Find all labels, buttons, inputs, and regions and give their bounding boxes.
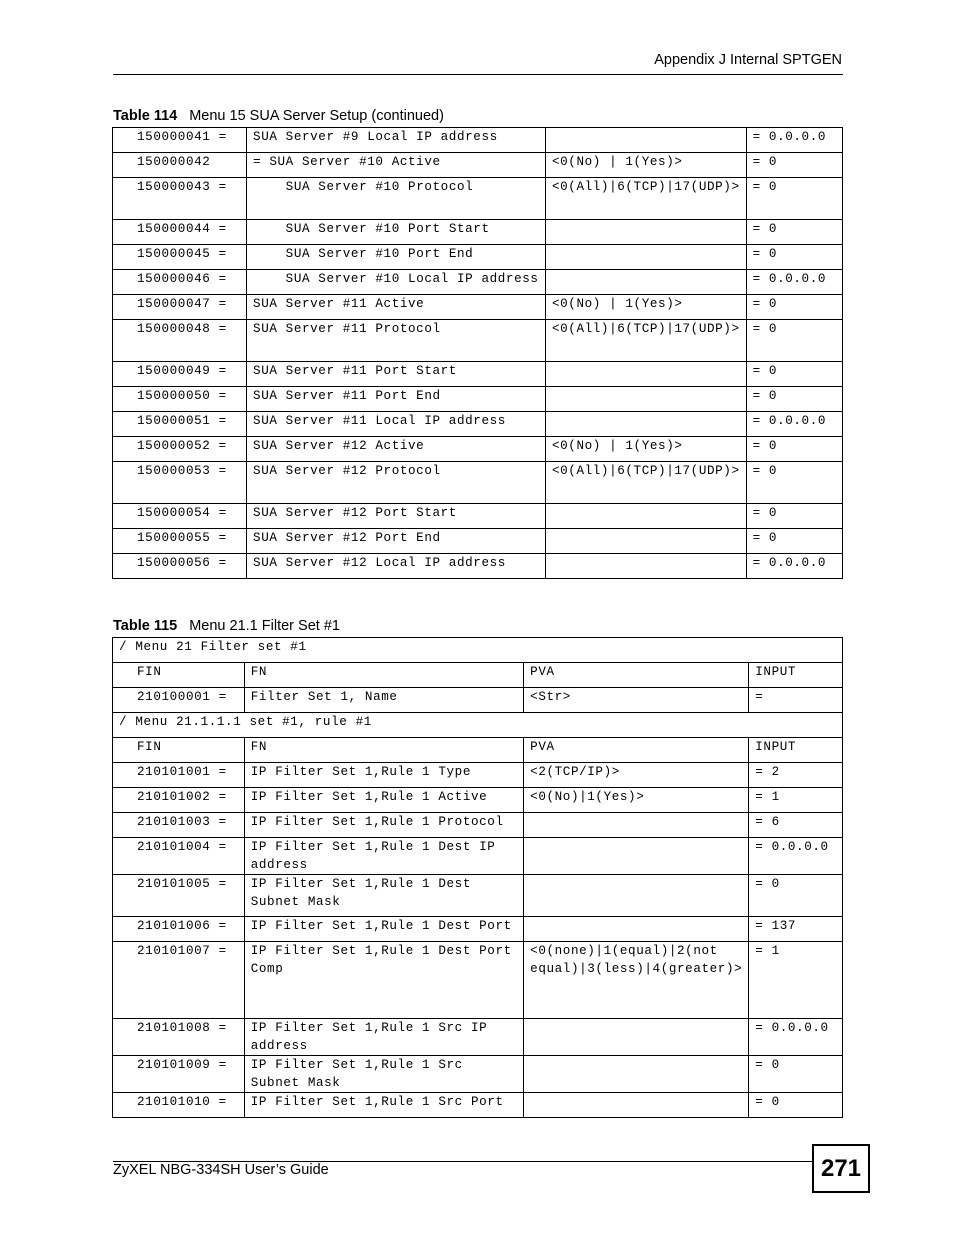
column-header-pva: PVA xyxy=(524,663,749,688)
pva-cell xyxy=(545,387,746,412)
input-cell: = 0.0.0.0 xyxy=(749,838,843,875)
table-row xyxy=(113,838,843,875)
pva-cell: <0(All)|6(TCP)|17(UDP)> xyxy=(545,320,746,362)
input-cell: = 0.0.0.0 xyxy=(746,128,842,153)
input-cell: = 6 xyxy=(749,813,843,838)
fin-cell: 210101001 = xyxy=(113,763,245,788)
input-cell: = 0 xyxy=(749,1056,843,1093)
pva-cell xyxy=(545,529,746,554)
fin-cell: 150000049 = xyxy=(113,362,247,387)
fn-cell: IP Filter Set 1,Rule 1 Dest Subnet Mask xyxy=(244,875,523,917)
fin-cell: 150000048 = xyxy=(113,320,247,362)
pva-cell xyxy=(524,838,749,875)
table-115-caption xyxy=(113,618,340,634)
input-cell: = 0 xyxy=(746,178,842,220)
fin-cell: 150000044 = xyxy=(113,220,247,245)
fin-cell: 150000046 = xyxy=(113,270,247,295)
pva-cell xyxy=(524,1019,749,1056)
pva-cell xyxy=(545,245,746,270)
fin-cell: 150000041 = xyxy=(113,128,247,153)
fin-cell: 210101010 = xyxy=(113,1093,245,1118)
input-cell: = xyxy=(749,688,843,713)
table-row xyxy=(113,220,843,245)
pva-cell: <0(none)|1(equal)|2(not equal)|3(less)|4(greater)> xyxy=(524,942,749,1019)
table-row xyxy=(113,788,843,813)
section-heading: / Menu 21 Filter set #1 xyxy=(113,638,843,663)
pva-cell xyxy=(524,875,749,917)
fn-cell: SUA Server #11 Port End xyxy=(247,387,546,412)
column-header-fin: FIN xyxy=(113,663,245,688)
pva-cell xyxy=(545,554,746,579)
fn-cell: SUA Server #9 Local IP address xyxy=(247,128,546,153)
table-row xyxy=(113,713,843,738)
table-row xyxy=(113,688,843,713)
input-cell: = 137 xyxy=(749,917,843,942)
pva-cell xyxy=(524,917,749,942)
table-row xyxy=(113,1093,843,1118)
table-row xyxy=(113,554,843,579)
fn-cell: IP Filter Set 1,Rule 1 Src Subnet Mask xyxy=(244,1056,523,1093)
fn-cell: IP Filter Set 1,Rule 1 Src Port xyxy=(244,1093,523,1118)
fn-cell: SUA Server #12 Port Start xyxy=(247,504,546,529)
input-cell: = 1 xyxy=(749,942,843,1019)
pva-cell xyxy=(524,1093,749,1118)
pva-cell: <0(No)|1(Yes)> xyxy=(524,788,749,813)
table-row xyxy=(113,942,843,1019)
column-header-input: INPUT xyxy=(749,663,843,688)
table-row xyxy=(113,875,843,917)
fin-cell: 210101009 = xyxy=(113,1056,245,1093)
column-header-pva: PVA xyxy=(524,738,749,763)
fin-cell: 150000056 = xyxy=(113,554,247,579)
table-114-caption xyxy=(113,108,444,124)
table-row xyxy=(113,638,843,663)
fn-cell: SUA Server #11 Port Start xyxy=(247,362,546,387)
fn-cell: SUA Server #11 Active xyxy=(247,295,546,320)
fn-cell: SUA Server #12 Protocol xyxy=(247,462,546,504)
fn-cell: IP Filter Set 1,Rule 1 Active xyxy=(244,788,523,813)
pva-cell: <0(No) | 1(Yes)> xyxy=(545,437,746,462)
fn-cell: Filter Set 1, Name xyxy=(244,688,523,713)
pva-cell: <0(No) | 1(Yes)> xyxy=(545,153,746,178)
table-115-label: Table 115 xyxy=(113,618,178,634)
fn-cell: IP Filter Set 1,Rule 1 Protocol xyxy=(244,813,523,838)
page-number: 271 xyxy=(812,1144,870,1193)
header-divider xyxy=(113,74,843,75)
table-row xyxy=(113,529,843,554)
fin-cell: 150000043 = xyxy=(113,178,247,220)
running-header: Appendix J Internal SPTGEN xyxy=(654,52,842,68)
column-header-fn: FN xyxy=(244,663,523,688)
column-header-fn: FN xyxy=(244,738,523,763)
table-115-title: Menu 21.1 Filter Set #1 xyxy=(189,618,340,634)
fin-cell: 210101005 = xyxy=(113,875,245,917)
table-row xyxy=(113,437,843,462)
fin-cell: 150000051 = xyxy=(113,412,247,437)
input-cell: = 1 xyxy=(749,788,843,813)
fin-cell: 150000055 = xyxy=(113,529,247,554)
table-row xyxy=(113,320,843,362)
table-header-row xyxy=(113,738,843,763)
input-cell: = 0 xyxy=(746,295,842,320)
pva-cell xyxy=(545,270,746,295)
pva-cell: <0(No) | 1(Yes)> xyxy=(545,295,746,320)
input-cell: = 0 xyxy=(746,387,842,412)
table-row xyxy=(113,462,843,504)
fn-cell: SUA Server #12 Local IP address xyxy=(247,554,546,579)
table-row xyxy=(113,412,843,437)
input-cell: = 0.0.0.0 xyxy=(746,412,842,437)
fn-cell: SUA Server #10 Port End xyxy=(247,245,546,270)
fn-cell: SUA Server #10 Local IP address xyxy=(247,270,546,295)
pva-cell xyxy=(545,220,746,245)
fn-cell: SUA Server #11 Local IP address xyxy=(247,412,546,437)
fin-cell: 210101003 = xyxy=(113,813,245,838)
table-row xyxy=(113,1019,843,1056)
table-114 xyxy=(112,127,843,579)
fin-cell: 150000047 = xyxy=(113,295,247,320)
fn-cell: IP Filter Set 1,Rule 1 Dest IP address xyxy=(244,838,523,875)
table-row xyxy=(113,153,843,178)
section-heading: / Menu 21.1.1.1 set #1, rule #1 xyxy=(113,713,843,738)
pva-cell xyxy=(524,1056,749,1093)
table-row xyxy=(113,504,843,529)
pva-cell: <0(All)|6(TCP)|17(UDP)> xyxy=(545,178,746,220)
fin-cell: 210100001 = xyxy=(113,688,245,713)
fin-cell: 150000050 = xyxy=(113,387,247,412)
fn-cell: IP Filter Set 1,Rule 1 Type xyxy=(244,763,523,788)
table-header-row xyxy=(113,663,843,688)
fin-cell: 150000052 = xyxy=(113,437,247,462)
table-row xyxy=(113,295,843,320)
table-row xyxy=(113,128,843,153)
fin-cell: 150000042 xyxy=(113,153,247,178)
input-cell: = 2 xyxy=(749,763,843,788)
fn-cell: SUA Server #10 Port Start xyxy=(247,220,546,245)
table-row xyxy=(113,813,843,838)
fin-cell: 150000053 = xyxy=(113,462,247,504)
table-114-label: Table 114 xyxy=(113,108,178,124)
fin-cell: 150000054 = xyxy=(113,504,247,529)
input-cell: = 0 xyxy=(746,437,842,462)
table-row xyxy=(113,917,843,942)
input-cell: = 0.0.0.0 xyxy=(746,554,842,579)
fin-cell: 210101004 = xyxy=(113,838,245,875)
fn-cell: SUA Server #12 Port End xyxy=(247,529,546,554)
table-row xyxy=(113,270,843,295)
table-row xyxy=(113,1056,843,1093)
column-header-input: INPUT xyxy=(749,738,843,763)
pva-cell xyxy=(545,504,746,529)
input-cell: = 0 xyxy=(746,362,842,387)
input-cell: = 0 xyxy=(746,320,842,362)
table-row xyxy=(113,178,843,220)
fn-cell: SUA Server #11 Protocol xyxy=(247,320,546,362)
fn-cell: IP Filter Set 1,Rule 1 Src IP address xyxy=(244,1019,523,1056)
input-cell: = 0 xyxy=(749,875,843,917)
fin-cell: 210101002 = xyxy=(113,788,245,813)
pva-cell xyxy=(545,362,746,387)
fn-cell: IP Filter Set 1,Rule 1 Dest Port Comp xyxy=(244,942,523,1019)
input-cell: = 0.0.0.0 xyxy=(746,270,842,295)
input-cell: = 0 xyxy=(749,1093,843,1118)
table-114-title: Menu 15 SUA Server Setup (continued) xyxy=(189,108,444,124)
column-header-fin: FIN xyxy=(113,738,245,763)
fn-cell: SUA Server #12 Active xyxy=(247,437,546,462)
input-cell: = 0 xyxy=(746,504,842,529)
input-cell: = 0 xyxy=(746,153,842,178)
fn-cell: = SUA Server #10 Active xyxy=(247,153,546,178)
input-cell: = 0.0.0.0 xyxy=(749,1019,843,1056)
fn-cell: IP Filter Set 1,Rule 1 Dest Port xyxy=(244,917,523,942)
fin-cell: 210101007 = xyxy=(113,942,245,1019)
fin-cell: 210101006 = xyxy=(113,917,245,942)
pva-cell xyxy=(545,128,746,153)
pva-cell: <Str> xyxy=(524,688,749,713)
fin-cell: 150000045 = xyxy=(113,245,247,270)
table-row xyxy=(113,362,843,387)
table-115 xyxy=(112,637,843,1118)
pva-cell xyxy=(524,813,749,838)
pva-cell xyxy=(545,412,746,437)
input-cell: = 0 xyxy=(746,220,842,245)
input-cell: = 0 xyxy=(746,462,842,504)
table-row xyxy=(113,387,843,412)
input-cell: = 0 xyxy=(746,529,842,554)
table-row xyxy=(113,763,843,788)
guide-title: ZyXEL NBG-334SH User’s Guide xyxy=(113,1162,329,1178)
pva-cell: <2(TCP/IP)> xyxy=(524,763,749,788)
fn-cell: SUA Server #10 Protocol xyxy=(247,178,546,220)
pva-cell: <0(All)|6(TCP)|17(UDP)> xyxy=(545,462,746,504)
table-row xyxy=(113,245,843,270)
input-cell: = 0 xyxy=(746,245,842,270)
fin-cell: 210101008 = xyxy=(113,1019,245,1056)
